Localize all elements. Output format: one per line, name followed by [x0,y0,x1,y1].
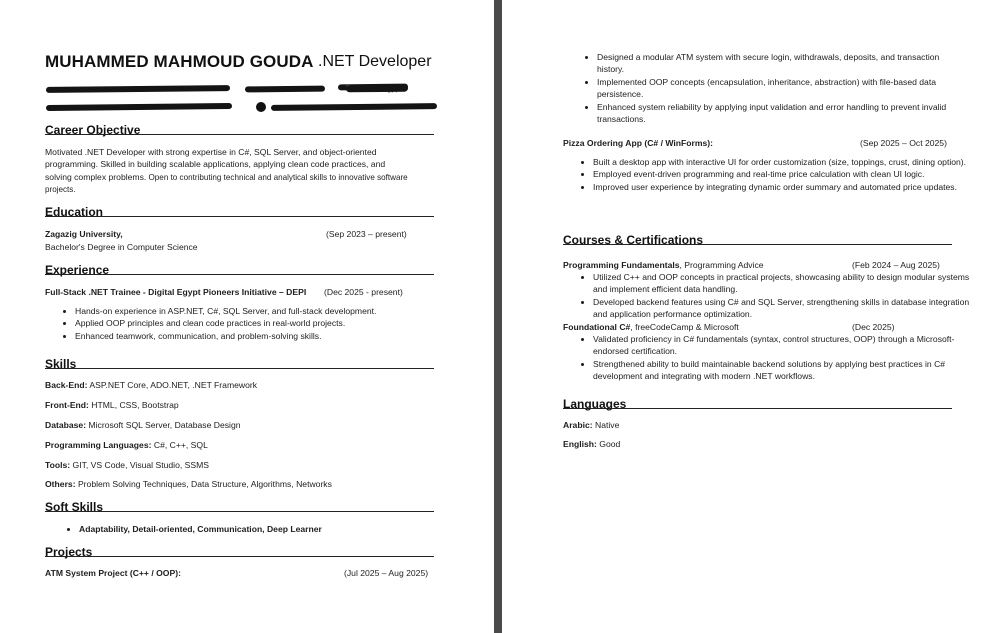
section-experience: Experience [45,263,110,277]
project-pizza-title: Pizza Ordering App (C# / WinForms): [563,138,714,148]
section-soft-skills: Soft Skills [45,500,104,514]
education-dates: (Sep 2023 – present) [326,229,407,239]
section-skills: Skills [45,357,77,371]
course-2-dates: (Dec 2025) [852,322,895,332]
list-item: • Developed backend features using C# and SQL Server, strengthening skills in database integration and application performance optimization. [593,296,971,321]
redacted-linkedin [46,103,232,111]
project-pizza-bullets [575,156,973,193]
resume-page-1 [0,0,494,633]
skill-others: Others: Problem Solving Techniques, Data Structure, Algorithms, Networks [45,479,332,489]
section-languages: Languages [563,397,627,411]
list-item: • Utilized C++ and OOP concepts in practical projects, showcasing ability to design modular systems and implement efficient data handling. [593,271,971,296]
course-2-bullets [575,333,973,383]
list-item: • Applied OOP principles and clean code practices in real-world projects. [75,317,445,329]
soft-skills-bullets [61,523,449,535]
list-item: • Improved user experience by integrating dynamic order summary and automated price updates. [593,181,973,193]
redacted-phone [245,86,325,93]
list-item: • Enhanced teamwork, communication, and problem-solving skills. [75,330,445,342]
github-icon [256,102,266,112]
education-school: Zagazig University, [45,229,123,239]
section-rule [45,134,434,135]
list-item: • Enhanced system reliability by applying input validation and error handling to prevent invalid transactions. [597,101,967,126]
job-title: .NET Developer [318,53,432,70]
project-pizza-dates: (Sep 2025 – Oct 2025) [860,138,947,148]
redacted-github [271,103,437,111]
project-atm-dates: (Jul 2025 – Aug 2025) [344,568,429,578]
list-item: • Validated proficiency in C# fundamentals (syntax, control structures, OOP) through a Microsoft-endorsed certification. [593,333,973,358]
page-divider [494,0,502,633]
list-item: • Built a desktop app with interactive UI for order customization (size, toppings, crust, dining option). [593,156,973,168]
section-rule [45,216,434,217]
skill-frontend: Front-End: HTML, CSS, Bootstrap [45,400,179,410]
list-item: • Employed event-driven programming and real-time price calculation with clean UI logic. [593,168,973,180]
resume-page-2 [502,0,1000,633]
experience-role: Full-Stack .NET Trainee - Digital Egypt Pioneers Initiative – DEPI [45,287,307,297]
section-rule [45,274,434,275]
skill-tools: Tools: GIT, VS Code, Visual Studio, SSMS [45,460,209,470]
education-degree: Bachelor's Degree in Computer Science [45,242,198,252]
list-item: • Strengthened ability to build maintainable backend solutions by applying best practices in C# development and integrating with modern .NET workflows. [593,358,973,383]
course-1-bullets [575,271,971,321]
section-education: Education [45,205,104,219]
project-atm-bullets [579,51,967,125]
section-rule [45,368,434,369]
list-item: • Adaptability, Detail-oriented, Communication, Deep Learner [79,523,449,535]
language-arabic: Arabic: Native [563,420,620,430]
section-career-objective: Career Objective [45,123,141,137]
redacted-location-overlay [346,85,408,93]
language-english: English: Good [563,439,621,449]
section-projects: Projects [45,545,93,559]
section-rule [563,244,952,245]
section-rule [45,511,434,512]
skill-backend: Back-End: ASP.NET Core, ADO.NET, .NET Framework [45,380,258,390]
experience-dates: (Dec 2025 - present) [324,287,403,297]
skill-database: Database: Microsoft SQL Server, Database Design [45,420,241,430]
experience-bullets [57,305,445,342]
section-rule [563,408,952,409]
list-item: • Designed a modular ATM system with secure login, withdrawals, deposits, and transaction history. [597,51,967,76]
list-item: • Implemented OOP concepts (encapsulation, inheritance, abstraction) with file-based data persistence. [597,76,967,101]
career-objective-text: Motivated .NET Developer with strong expertise in C#, SQL Server, and object-oriented programming. Skilled in building scalable applications, applying clean code practices, and solving complex problems. Open to contributing technical and analytical skills to innovative software projects. [45,147,408,194]
course-programming-fundamentals: Programming Fundamentals, Programming Advice [563,260,764,270]
candidate-name: MUHAMMED MAHMOUD GOUDA [45,52,314,71]
course-1-dates: (Feb 2024 – Aug 2025) [852,260,940,270]
skill-languages: Programming Languages: C#, C++, SQL [45,440,208,450]
section-courses: Courses & Certifications [563,233,704,247]
redacted-email [46,85,230,93]
project-atm-title: ATM System Project (C++ / OOP): [45,568,181,578]
list-item: • Hands-on experience in ASP.NET, C#, SQL Server, and full-stack development. [75,305,445,317]
section-rule [45,556,434,557]
course-foundational-csharp: Foundational C#, freeCodeCamp & Microsoft [563,322,739,332]
